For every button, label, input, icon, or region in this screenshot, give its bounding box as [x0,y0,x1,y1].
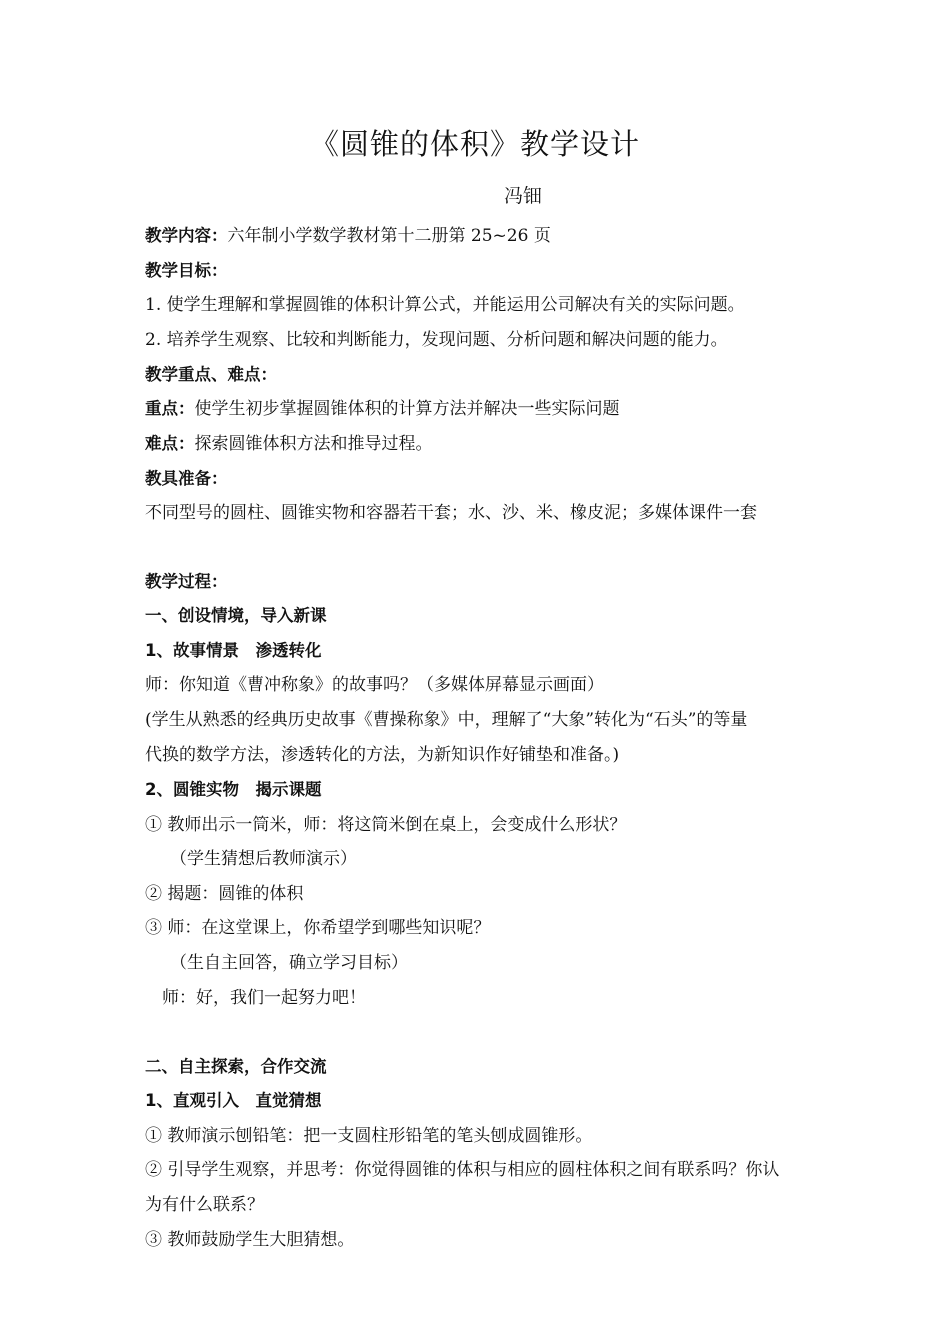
subsection-heading: 1、故事情景 渗透转化 [145,641,322,660]
focus-line [145,396,865,422]
subsection-heading: 1、直观引入 直觉猜想 [145,1091,322,1110]
list-item: ① 教师出示一筒米，师：将这筒米倒在桌上，会变成什么形状？ [145,815,627,835]
list-item: ① 教师演示刨铅笔：把一支圆柱形铅笔的笔头刨成圆锥形。 [145,1126,593,1146]
focus-label: 重点： [145,399,195,418]
difficulty-line [145,431,865,457]
content-text: 六年制小学数学教材第十二册第 25~26 页 [227,226,551,246]
focus-text: 使学生初步掌握圆锥体积的计算方法并解决一些实际问题 [194,399,620,419]
list-note: 师：好，我们一起努力吧！ [162,988,366,1008]
list-item: ② 引导学生观察，并思考：你觉得圆锥的体积与相应的圆柱体积之间有联系吗？你认 [145,1160,780,1180]
key-points-heading: 教学重点、难点： [145,365,277,384]
materials-heading: 教具准备： [145,469,228,488]
section-heading: 一、创设情境，导入新课 [145,606,327,625]
paragraph-line: 代换的数学方法，渗透转化的方法，为新知识作好铺垫和准备。) [145,745,620,765]
subsection-heading: 2、圆锥实物 揭示课题 [145,780,322,799]
list-item: ② 揭题：圆锥的体积 [145,884,304,904]
document-title: 《圆锥的体积》教学设计 [309,127,640,161]
difficulty-text: 探索圆锥体积方法和推导过程。 [194,434,433,454]
paragraph-line: (学生从熟悉的经典历史故事《曹操称象》中，理解了“大象”转化为“石头”的等量 [145,710,748,730]
materials-text: 不同型号的圆柱、圆锥实物和容器若干套；水、沙、米、橡皮泥；多媒体课件一套 [145,503,757,523]
content-label: 教学内容： [145,226,228,245]
paragraph-line: 师：你知道《曹冲称象》的故事吗？（多媒体屏幕显示画面） [145,675,604,695]
list-item: ③ 师：在这堂课上，你希望学到哪些知识呢？ [145,918,491,938]
section-heading: 二、自主探索，合作交流 [145,1057,327,1076]
difficulty-label: 难点： [145,434,195,453]
content-line [145,223,865,249]
goals-heading: 教学目标： [145,261,228,280]
process-heading: 教学过程： [145,572,228,591]
author-name: 冯钿 [503,185,542,207]
paragraph-line: 为有什么联系？ [145,1195,264,1215]
list-item: ③ 教师鼓励学生大胆猜想。 [145,1230,355,1250]
goal-item: 2. 培养学生观察、比较和判断能力，发现问题、分析问题和解决问题的能力。 [145,330,728,350]
goal-item: 1. 使学生理解和掌握圆锥的体积计算公式，并能运用公司解决有关的实际问题。 [145,295,745,315]
list-note: （生自主回答，确立学习目标） [170,953,408,973]
list-note: （学生猜想后教师演示） [170,849,357,869]
